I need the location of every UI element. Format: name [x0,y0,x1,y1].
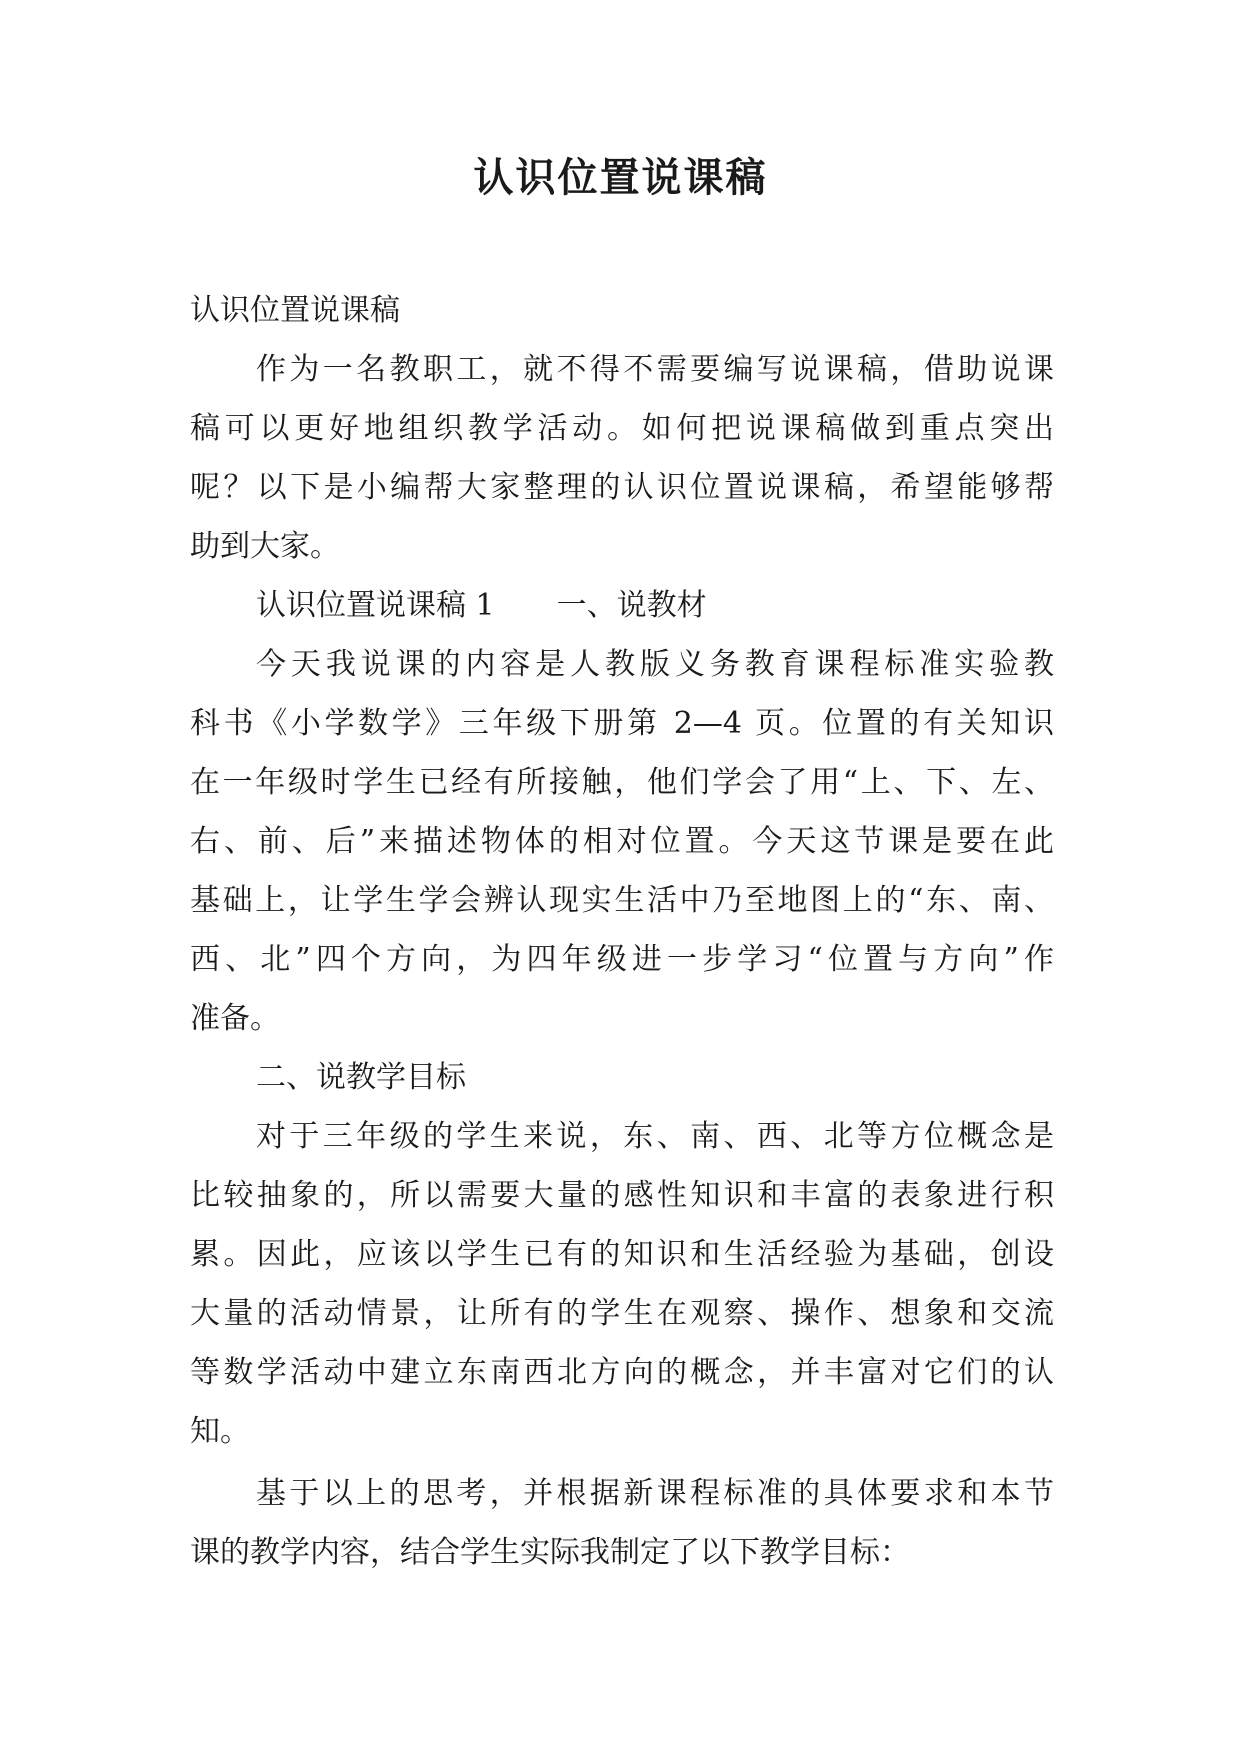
section1-line: 右、前、后”来描述物体的相对位置。今天这节课是要在此 [190,824,1054,859]
section2-line: 知。 [190,1414,250,1449]
intro-line: 助到大家。 [190,529,340,564]
document-subtitle: 认识位置说课稿 [190,293,400,328]
section2-line: 累。因此，应该以学生已有的知识和生活经验为基础，创设 [190,1237,1054,1272]
section2-line: 课的教学内容，结合学生实际我制定了以下教学目标： [190,1535,910,1570]
section1-heading-left: 认识位置说课稿 1 [256,588,495,623]
intro-line: 稿可以更好地组织教学活动。如何把说课稿做到重点突出 [190,411,1054,446]
section1-heading-right: 一、说教材 [556,588,707,623]
section2-line: 大量的活动情景，让所有的学生在观察、操作、想象和交流 [190,1296,1054,1331]
section2-line: 比较抽象的，所以需要大量的感性知识和丰富的表象进行积 [190,1178,1054,1213]
section1-line: 科书《小学数学》三年级下册第 2—4 页。位置的有关知识 [190,706,1054,741]
section2-heading: 二、说教学目标 [256,1060,466,1095]
section1-line: 西、北”四个方向，为四年级进一步学习“位置与方向”作 [190,942,1054,977]
intro-line: 作为一名教职工，就不得不需要编写说课稿，借助说课 [256,352,1054,387]
section2-line: 等数学活动中建立东南西北方向的概念，并丰富对它们的认 [190,1355,1054,1390]
section1-line: 基础上，让学生学会辨认现实生活中乃至地图上的“东、南、 [190,883,1054,918]
section1-line: 准备。 [190,1001,280,1036]
section1-line: 今天我说课的内容是人教版义务教育课程标准实验教 [256,647,1054,682]
section1-heading [256,586,1054,626]
section2-line: 对于三年级的学生来说，东、南、西、北等方位概念是 [256,1119,1054,1154]
section2-line: 基于以上的思考，并根据新课程标准的具体要求和本节 [256,1476,1054,1511]
section1-line: 在一年级时学生已经有所接触，他们学会了用“上、下、左、 [190,765,1054,800]
intro-line: 呢？以下是小编帮大家整理的认识位置说课稿，希望能够帮 [190,470,1054,505]
document-title: 认识位置说课稿 [473,155,768,201]
